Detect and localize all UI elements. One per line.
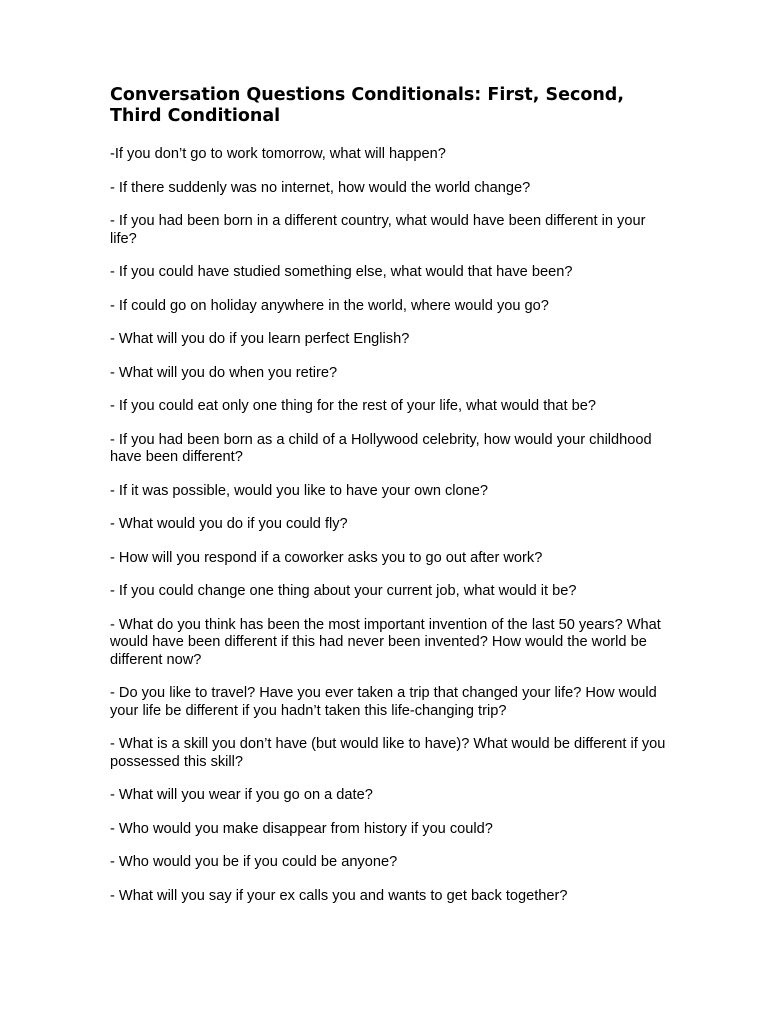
question-item: - If you could have studied something else, what would that have been? bbox=[110, 264, 573, 280]
document-title: Conversation Questions Conditionals: First, Second, Third Conditional bbox=[110, 85, 624, 126]
question-item: -If you don’t go to work tomorrow, what will happen? bbox=[110, 146, 446, 162]
question-item: - How will you respond if a coworker asks you to go out after work? bbox=[110, 549, 543, 566]
question-item: - What will you do if you learn perfect English? bbox=[110, 331, 410, 347]
question-item: - What would you do if you could fly? bbox=[110, 516, 348, 532]
question-item: - What do you think has been the most important invention of the last 50 years? What would have been different if this had never been invented? How would the world be different now? bbox=[110, 616, 661, 668]
question-item: - Do you like to travel? Have you ever taken a trip that changed your life? How would your life be different if you hadn’t taken this life-changing trip? bbox=[110, 685, 657, 719]
question-item: - If you had been born as a child of a Hollywood celebrity, how would your childhood have been different? bbox=[110, 431, 652, 465]
question-item: - If it was possible, would you like to have your own clone? bbox=[110, 482, 489, 499]
question-item: - What is a skill you don’t have (but would like to have)? What would be different if you possessed this skill? bbox=[110, 736, 666, 770]
question-list bbox=[110, 146, 670, 905]
document-page bbox=[110, 85, 670, 921]
question-item: - What will you wear if you go on a date? bbox=[110, 787, 373, 803]
question-item: - If you could eat only one thing for the rest of your life, what would that be? bbox=[110, 398, 596, 414]
question-item: - What will you say if your ex calls you and wants to get back together? bbox=[110, 887, 568, 904]
question-item: - If there suddenly was no internet, how would the world change? bbox=[110, 179, 531, 196]
question-item: - If you had been born in a different country, what would have been different in your life? bbox=[110, 213, 646, 247]
question-item: - Who would you make disappear from history if you could? bbox=[110, 820, 493, 837]
question-item: - If could go on holiday anywhere in the world, where would you go? bbox=[110, 297, 549, 314]
question-item: - If you could change one thing about your current job, what would it be? bbox=[110, 583, 577, 599]
question-item: - Who would you be if you could be anyone? bbox=[110, 854, 398, 870]
question-item: - What will you do when you retire? bbox=[110, 364, 338, 381]
